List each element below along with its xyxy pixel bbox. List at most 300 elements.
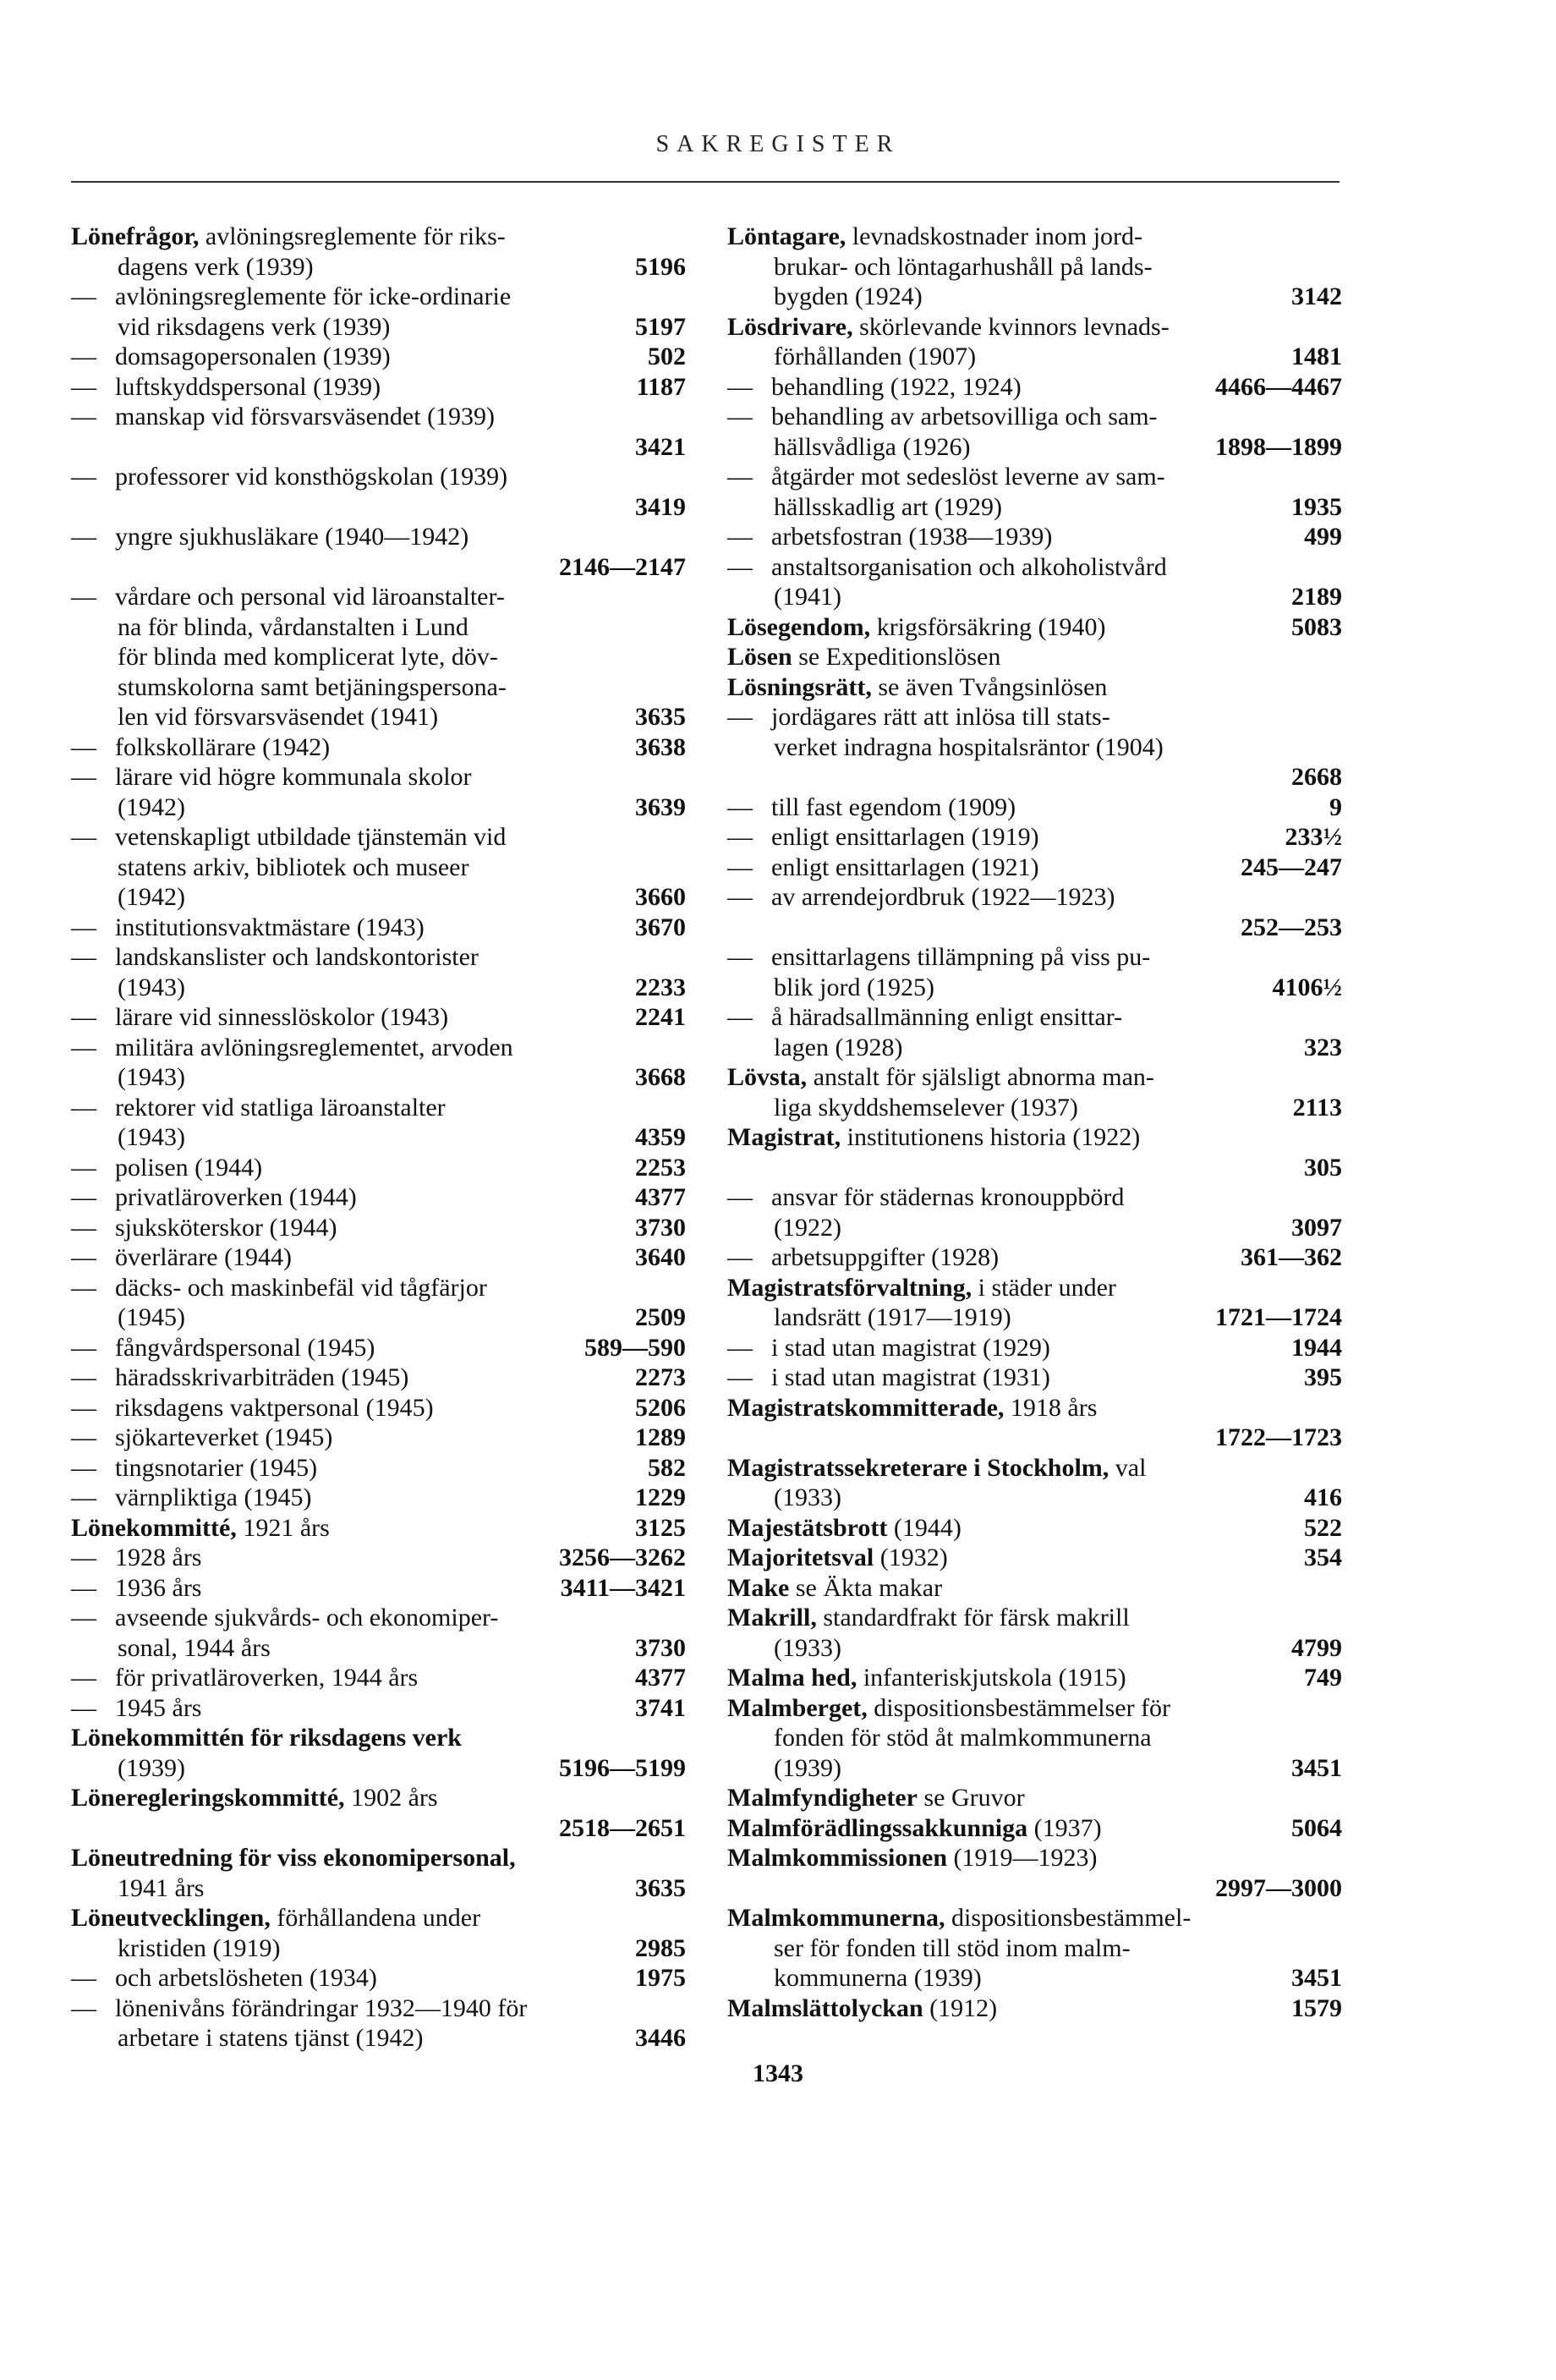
continuation-dash: — [71, 1033, 96, 1061]
entry-reference-number: 522 [1304, 1513, 1342, 1542]
index-line [727, 942, 1342, 973]
entry-heading: Lövsta, [727, 1063, 808, 1091]
entry-text: blik jord (1925) [774, 973, 934, 1001]
index-line [71, 1753, 686, 1784]
index-entry [727, 1393, 1342, 1453]
entry-heading: Malmförädlingssakkunniga [727, 1813, 1028, 1842]
index-line [71, 792, 686, 823]
entry-reference-number: 4377 [635, 1664, 686, 1692]
entry-text: fångvårdspersonal (1945) [115, 1333, 375, 1362]
index-line [71, 1423, 686, 1453]
index-entry [71, 1093, 686, 1153]
entry-reference-number: 1935 [1291, 492, 1342, 521]
index-entry [727, 853, 1342, 883]
continuation-dash: — [727, 523, 753, 551]
entry-text: liga skyddshemselever (1937) [774, 1093, 1078, 1121]
index-entry [727, 1453, 1342, 1513]
entry-text: arbetsuppgifter (1928) [771, 1243, 1000, 1271]
entry-text: i städer under [972, 1273, 1116, 1302]
index-entry [71, 1453, 686, 1483]
index-line [71, 942, 686, 973]
continuation-dash: — [71, 1664, 96, 1692]
index-entry [727, 462, 1342, 522]
index-line [727, 1963, 1342, 1993]
entry-text: tingsnotarier (1945) [115, 1453, 318, 1482]
index-line [71, 822, 686, 853]
index-entry [727, 1002, 1342, 1062]
entry-heading: Löntagare, [727, 222, 846, 250]
continuation-dash: — [727, 552, 753, 581]
index-line [71, 882, 686, 913]
entry-reference-number: 502 [648, 343, 686, 370]
index-entry [727, 702, 1342, 792]
entry-reference-number: 4359 [635, 1123, 686, 1151]
index-entry [727, 1783, 1342, 1813]
entry-heading: Malmkommunerna, [727, 1904, 945, 1932]
entry-text: (1933) [774, 1633, 841, 1662]
continuation-dash: — [71, 1573, 96, 1602]
index-line [727, 492, 1342, 523]
entry-reference-number: 4106½ [1272, 973, 1342, 1001]
index-line [71, 282, 686, 312]
continuation-dash: — [727, 883, 753, 911]
entry-reference-number: 1579 [1291, 1993, 1342, 2022]
index-line [727, 913, 1342, 943]
continuation-dash: — [727, 703, 753, 731]
entry-heading: Majoritetsval [727, 1544, 874, 1571]
entry-reference-number: 9 [1329, 792, 1342, 821]
continuation-dash: — [71, 1093, 96, 1121]
entry-text: se Gruvor [917, 1784, 1025, 1812]
entry-text: se Expeditionslösen [792, 643, 1001, 671]
entry-reference-number: 582 [648, 1453, 686, 1482]
index-entry [71, 522, 686, 582]
continuation-dash: — [71, 1393, 96, 1422]
index-line [727, 1093, 1342, 1123]
index-line [71, 582, 686, 612]
entry-text: brukar- och löntagarhushåll på lands- [774, 252, 1153, 281]
continuation-dash: — [71, 463, 96, 491]
entry-text: kommunerna (1939) [774, 1964, 982, 1992]
index-line [71, 312, 686, 343]
entry-text: sjuksköterskor (1944) [115, 1213, 337, 1242]
index-line [727, 1393, 1342, 1423]
index-line [71, 1093, 686, 1123]
entry-reference-number: 2146—2147 [559, 552, 686, 581]
entry-reference-number: 3421 [635, 432, 686, 461]
entry-text: för blinda med komplicerat lyte, döv- [118, 643, 498, 671]
entry-text: lärare vid sinnesslöskolor (1943) [115, 1003, 449, 1031]
index-line [71, 1633, 686, 1664]
entry-reference-number: 2509 [635, 1303, 686, 1331]
page-header: SAKREGISTER [655, 131, 901, 157]
index-line [727, 973, 1342, 1003]
entry-heading: Lönefrågor, [71, 222, 200, 250]
entry-reference-number: 1722—1723 [1215, 1423, 1342, 1451]
entry-text: 1945 års [115, 1693, 202, 1722]
index-line [71, 1333, 686, 1363]
index-entry [727, 1603, 1342, 1663]
index-column-left [71, 222, 686, 2054]
index-line [71, 1573, 686, 1604]
index-entry [71, 762, 686, 822]
entry-text: (1941) [774, 583, 841, 611]
index-line [727, 1573, 1342, 1604]
entry-text: (1922) [774, 1213, 841, 1242]
entry-text: häradsskrivarbiträden (1945) [115, 1363, 409, 1391]
entry-text: 1902 års [344, 1784, 438, 1812]
index-entry [71, 282, 686, 342]
entry-reference-number: 2241 [635, 1003, 686, 1031]
index-line [727, 432, 1342, 463]
index-entry [727, 372, 1342, 403]
entry-text: (1912) [923, 1993, 998, 2022]
index-line [71, 1513, 686, 1544]
entry-text: arbetare i statens tjänst (1942) [118, 2024, 424, 2052]
index-line [727, 1153, 1342, 1183]
continuation-dash: — [71, 1183, 96, 1211]
entry-reference-number: 1975 [635, 1964, 686, 1992]
index-entry [727, 222, 1342, 312]
entry-reference-number: 3668 [635, 1063, 686, 1091]
index-line [71, 853, 686, 883]
index-line [71, 1993, 686, 2024]
entry-text: polisen (1944) [115, 1153, 263, 1182]
index-line [71, 1813, 686, 1844]
entry-reference-number: 3670 [635, 913, 686, 941]
index-entry [71, 1603, 686, 1663]
index-line [727, 672, 1342, 703]
index-entry [727, 1333, 1342, 1363]
entry-reference-number: 1289 [635, 1423, 686, 1451]
entry-text: anstalt för själsligt abnorma man- [807, 1063, 1154, 1091]
entry-text: jordägares rätt att inlösa till stats- [771, 703, 1110, 731]
index-entry [727, 552, 1342, 612]
index-line [71, 372, 686, 403]
entry-reference-number: 5197 [635, 312, 686, 341]
continuation-dash: — [71, 343, 96, 370]
entry-heading: Magistratssekreterare i Stockholm, [727, 1453, 1109, 1482]
entry-text: (1942) [118, 883, 185, 911]
entry-text: hällsskadlig art (1929) [774, 492, 1002, 521]
continuation-dash: — [71, 1273, 96, 1302]
entry-heading: Lösen [727, 643, 792, 671]
index-line [727, 762, 1342, 792]
index-line [727, 1242, 1342, 1273]
index-line [727, 1843, 1342, 1873]
index-line [727, 1723, 1342, 1753]
index-line [71, 252, 686, 282]
index-line [71, 612, 686, 643]
index-line [727, 312, 1342, 343]
continuation-dash: — [71, 1483, 96, 1511]
entry-text: (1943) [118, 973, 185, 1001]
entry-text: verket indragna hospitalsräntor (1904) [774, 732, 1164, 761]
index-line [71, 1903, 686, 1933]
index-entry [71, 1573, 686, 1604]
entry-text: krigsförsäkring (1940) [870, 612, 1106, 641]
index-line [71, 1453, 686, 1483]
entry-reference-number: 1229 [635, 1483, 686, 1511]
index-entry [727, 1062, 1342, 1122]
index-line [727, 1062, 1342, 1093]
entry-text: däcks- och maskinbefäl vid tågfärjor [115, 1273, 487, 1302]
continuation-dash: — [71, 282, 96, 310]
index-line [71, 222, 686, 252]
entry-reference-number: 3256—3262 [559, 1544, 686, 1571]
index-entry [727, 1273, 1342, 1333]
entry-text: behandling av arbetsovilliga och sam- [771, 403, 1158, 430]
entry-text: (1939) [774, 1753, 841, 1782]
index-entry [71, 1783, 686, 1843]
entry-text: yngre sjukhusläkare (1940—1942) [115, 523, 469, 551]
continuation-dash: — [71, 1333, 96, 1362]
index-line [727, 1182, 1342, 1213]
index-line [727, 1302, 1342, 1333]
index-line [71, 1062, 686, 1093]
index-entry [71, 1843, 686, 1903]
entry-heading: Magistrat, [727, 1123, 841, 1151]
continuation-dash: — [727, 463, 753, 491]
index-line [727, 1903, 1342, 1933]
index-entry [727, 1843, 1342, 1903]
entry-text: för privatläroverken, 1944 års [115, 1664, 419, 1692]
index-line [71, 1933, 686, 1964]
continuation-dash: — [71, 913, 96, 941]
entry-reference-number: 4377 [635, 1183, 686, 1211]
entry-text: avlöningsreglemente för icke-ordinarie [115, 282, 512, 310]
index-line [727, 1122, 1342, 1153]
continuation-dash: — [727, 403, 753, 430]
index-line [71, 1393, 686, 1423]
index-entry [71, 1213, 686, 1243]
entry-reference-number: 499 [1304, 523, 1342, 551]
entry-text: kristiden (1919) [118, 1933, 281, 1962]
index-entry [727, 1693, 1342, 1784]
index-entry [727, 1513, 1342, 1544]
index-entry [71, 1963, 686, 1993]
index-entry [71, 1002, 686, 1033]
index-line [71, 1603, 686, 1633]
index-line [727, 1002, 1342, 1033]
index-line [71, 402, 686, 432]
index-entry [727, 1663, 1342, 1693]
index-line [71, 672, 686, 703]
index-line [71, 1033, 686, 1063]
index-line [727, 1513, 1342, 1544]
index-line [727, 1663, 1342, 1693]
index-line [71, 973, 686, 1003]
entry-text: (1939) [118, 1753, 185, 1782]
index-line [727, 732, 1342, 763]
continuation-dash: — [727, 1333, 753, 1362]
index-line [727, 1273, 1342, 1303]
index-entry [727, 672, 1342, 703]
entry-text: 1941 års [118, 1873, 205, 1902]
entry-heading: Löneregleringskommitté, [71, 1784, 345, 1812]
entry-heading: Lösdrivare, [727, 312, 853, 341]
entry-reference-number: 416 [1304, 1483, 1342, 1511]
continuation-dash: — [727, 1243, 753, 1271]
entry-heading: Magistratskommitterade, [727, 1393, 1005, 1422]
index-line [71, 1873, 686, 1904]
entry-text: (1933) [774, 1483, 841, 1511]
continuation-dash: — [71, 1544, 96, 1571]
entry-heading: Majestätsbrott [727, 1513, 888, 1542]
entry-reference-number: 1481 [1291, 343, 1342, 370]
index-line [71, 432, 686, 463]
index-entry [71, 372, 686, 403]
entry-text: behandling (1922, 1924) [771, 372, 1022, 401]
index-line [727, 1633, 1342, 1664]
entry-text: skörlevande kvinnors levnads- [852, 312, 1170, 341]
continuation-dash: — [71, 1363, 96, 1391]
continuation-dash: — [71, 943, 96, 971]
index-line [71, 1302, 686, 1333]
entry-reference-number: 354 [1304, 1544, 1342, 1571]
index-line [727, 642, 1342, 672]
index-line [727, 822, 1342, 853]
entry-text: dispositionsbestämmel- [945, 1904, 1192, 1932]
entry-text: förhållandena under [270, 1904, 481, 1932]
index-entry [71, 913, 686, 943]
entry-text: (1944) [887, 1513, 962, 1542]
entry-reference-number: 3639 [635, 792, 686, 821]
entry-reference-number: 3446 [635, 2024, 686, 2052]
index-line [727, 1543, 1342, 1573]
index-line [71, 1213, 686, 1243]
entry-text: 1921 års [236, 1513, 330, 1542]
entry-text: vårdare och personal vid läroanstalter- [115, 583, 505, 611]
entry-reference-number: 305 [1304, 1153, 1342, 1182]
entry-text: 1918 års [1004, 1393, 1098, 1422]
entry-text: statens arkiv, bibliotek och museer [118, 853, 469, 881]
index-entry [71, 1393, 686, 1423]
index-line [727, 342, 1342, 372]
entry-heading: Makrill, [727, 1604, 817, 1631]
index-line [727, 1993, 1342, 2024]
index-line [71, 1783, 686, 1813]
entry-heading: Löneutredning för viss ekonomipersonal, [71, 1844, 516, 1872]
index-entry [727, 312, 1342, 372]
index-line [71, 522, 686, 552]
entry-text: överlärare (1944) [115, 1243, 293, 1271]
index-line [71, 462, 686, 492]
index-entry [71, 1513, 686, 1544]
index-line [727, 1333, 1342, 1363]
entry-reference-number: 1721—1724 [1215, 1303, 1342, 1331]
entry-reference-number: 1187 [636, 372, 686, 401]
entry-reference-number: 3125 [635, 1513, 686, 1542]
entry-heading: Malmberget, [727, 1693, 868, 1722]
index-entry [71, 1993, 686, 2054]
continuation-dash: — [727, 853, 753, 881]
entry-text: ansvar för städernas kronouppbörd [771, 1183, 1125, 1211]
index-entry [727, 1182, 1342, 1242]
entry-reference-number: 2668 [1291, 763, 1342, 791]
index-line [71, 2023, 686, 2054]
index-line [71, 1002, 686, 1033]
continuation-dash: — [71, 403, 96, 430]
entry-text: till fast egendom (1909) [771, 792, 1016, 821]
entry-reference-number: 5064 [1291, 1813, 1342, 1842]
entry-text: hällsvådliga (1926) [774, 432, 971, 461]
index-entry [71, 1273, 686, 1333]
entry-text: avseende sjukvårds- och ekonomiper- [115, 1604, 499, 1631]
index-entry [727, 822, 1342, 853]
index-entry [727, 522, 1342, 552]
index-entry [727, 1122, 1342, 1182]
entry-reference-number: 3638 [635, 732, 686, 761]
entry-text: landsrätt (1917—1919) [774, 1303, 1011, 1331]
entry-text: anstaltsorganisation och alkoholistvård [771, 552, 1167, 581]
index-entry [71, 222, 686, 282]
entry-text: sjökarteverket (1945) [115, 1423, 333, 1451]
entry-text: dagens verk (1939) [118, 252, 314, 281]
index-entry [71, 1663, 686, 1693]
continuation-dash: — [727, 1363, 753, 1391]
continuation-dash: — [727, 943, 753, 971]
entry-reference-number: 3451 [1291, 1753, 1342, 1782]
entry-text: luftskyddspersonal (1939) [115, 372, 381, 401]
index-line [71, 1363, 686, 1393]
continuation-dash: — [727, 823, 753, 851]
continuation-dash: — [727, 1003, 753, 1031]
entry-text: 1928 års [115, 1544, 202, 1571]
index-entry [71, 582, 686, 732]
continuation-dash: — [71, 1993, 96, 2022]
entry-text: och arbetslösheten (1934) [115, 1964, 377, 1992]
entry-text: enligt ensittarlagen (1921) [771, 853, 1039, 881]
index-entry [71, 1903, 686, 1963]
entry-reference-number: 5206 [635, 1393, 686, 1422]
entry-reference-number: 4799 [1291, 1633, 1342, 1662]
entry-reference-number: 4466—4467 [1215, 372, 1342, 401]
entry-text: privatläroverken (1944) [115, 1183, 357, 1211]
index-entry [71, 1242, 686, 1273]
entry-text: professorer vid konsthögskolan (1939) [115, 463, 508, 491]
entry-text: infanteriskjutskola (1915) [857, 1664, 1126, 1692]
index-line [71, 1273, 686, 1303]
continuation-dash: — [71, 1213, 96, 1242]
entry-text: na för blinda, vårdanstalten i Lund [118, 612, 468, 641]
entry-reference-number: 3741 [635, 1693, 686, 1722]
continuation-dash: — [71, 1693, 96, 1722]
continuation-dash: — [71, 372, 96, 401]
entry-text: (1945) [118, 1303, 185, 1331]
index-line [727, 372, 1342, 403]
entry-reference-number: 2113 [1292, 1093, 1342, 1121]
index-line [71, 342, 686, 372]
index-entry [71, 402, 686, 462]
continuation-dash: — [71, 763, 96, 791]
entry-text: lönenivåns förändringar 1932—1940 för [115, 1993, 528, 2022]
entry-text: militära avlöningsreglementet, arvoden [115, 1033, 513, 1061]
entry-text: (1919—1923) [947, 1844, 1098, 1872]
entry-reference-number: 2189 [1291, 583, 1342, 611]
entry-reference-number: 3411—3421 [560, 1573, 686, 1602]
entry-text: (1937) [1027, 1813, 1102, 1842]
entry-text: sonal, 1944 års [118, 1633, 271, 1662]
index-line [727, 1873, 1342, 1904]
index-entry [727, 1813, 1342, 1844]
entry-text: riksdagens vaktpersonal (1945) [115, 1393, 434, 1422]
entry-text: avlöningsreglemente för riks- [199, 222, 506, 250]
entry-text: å häradsallmänning enligt ensittar- [771, 1003, 1123, 1031]
entry-text: ensittarlagens tillämpning på viss pu- [771, 943, 1151, 971]
index-entry [71, 1363, 686, 1393]
entry-reference-number: 3730 [635, 1213, 686, 1242]
